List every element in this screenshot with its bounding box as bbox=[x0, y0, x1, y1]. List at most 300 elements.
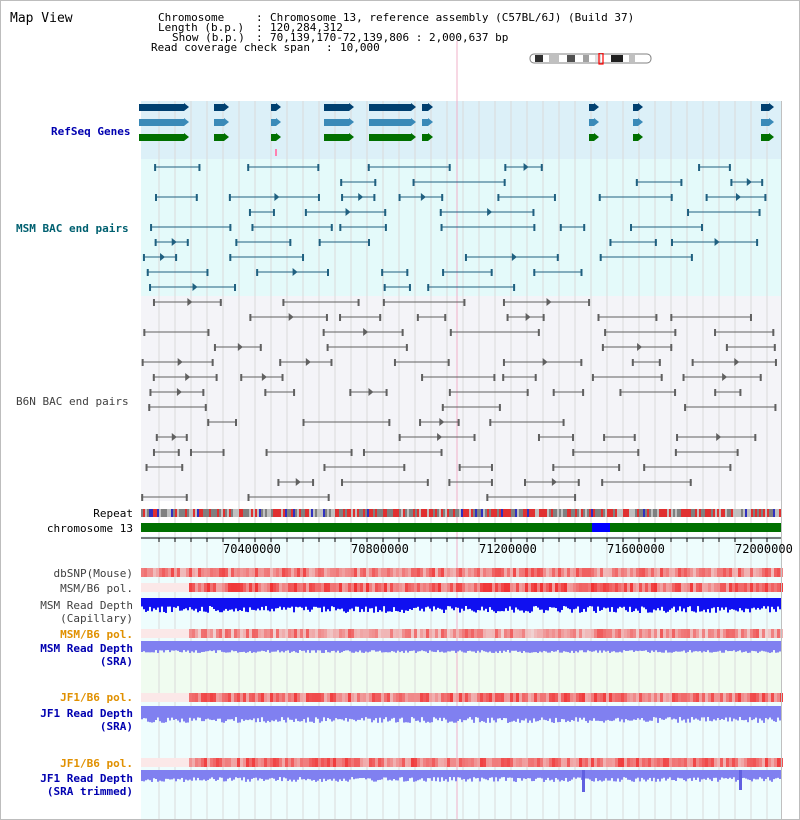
depth-bar bbox=[627, 598, 629, 612]
depth-bar bbox=[677, 641, 679, 652]
depth-bar bbox=[183, 706, 185, 721]
heat-cell bbox=[732, 758, 735, 767]
depth-bar bbox=[577, 598, 579, 606]
depth-bar bbox=[347, 598, 349, 612]
depth-bar bbox=[477, 598, 479, 610]
depth-bar bbox=[713, 770, 715, 778]
heat-cell bbox=[333, 568, 336, 577]
b6n-bac-label[interactable]: B6N BAC end pairs bbox=[16, 395, 129, 408]
depth-bar bbox=[345, 598, 347, 613]
depth-bar bbox=[401, 770, 403, 777]
bac-end bbox=[155, 239, 157, 246]
depth-bar bbox=[735, 770, 737, 782]
depth-bar bbox=[221, 598, 223, 612]
heat-cell bbox=[189, 758, 192, 767]
depth-bar bbox=[507, 598, 509, 611]
depth-bar bbox=[419, 706, 421, 722]
depth-bar bbox=[245, 706, 247, 720]
repeat-segment bbox=[305, 509, 307, 517]
heat-cell bbox=[630, 693, 633, 702]
depth-bar bbox=[623, 770, 625, 777]
depth-bar bbox=[141, 706, 143, 719]
bac-arrow bbox=[547, 298, 552, 306]
heat-cell bbox=[432, 693, 435, 702]
repeat-segment bbox=[679, 509, 681, 517]
depth-bar bbox=[263, 770, 265, 781]
depth-bar bbox=[453, 770, 455, 777]
depth-bar bbox=[429, 641, 431, 650]
repeat-segment bbox=[269, 509, 271, 517]
depth-bar bbox=[593, 770, 595, 782]
bac-end bbox=[553, 389, 555, 396]
heat-cell bbox=[354, 693, 357, 702]
heat-cell bbox=[405, 758, 408, 767]
depth-bar bbox=[611, 598, 613, 607]
jf1-read-depth-label[interactable]: JF1 Read Depth bbox=[40, 707, 133, 720]
heat-cell bbox=[585, 629, 588, 638]
repeat-segment bbox=[271, 509, 273, 517]
heat-cell bbox=[531, 693, 534, 702]
depth-bar bbox=[239, 706, 241, 722]
heat-cell bbox=[549, 693, 552, 702]
depth-bar bbox=[619, 706, 621, 721]
depth-bar bbox=[193, 641, 195, 652]
heat-cell bbox=[687, 583, 690, 592]
msm-read-depth-cap-label[interactable]: MSM Read Depth bbox=[40, 599, 133, 612]
heat-cell bbox=[285, 693, 288, 702]
depth-bar bbox=[539, 770, 541, 778]
heat-cell bbox=[612, 629, 615, 638]
heat-cell bbox=[765, 583, 768, 592]
heat-cell bbox=[435, 568, 438, 577]
heat-cell bbox=[630, 629, 633, 638]
repeat-segment bbox=[463, 509, 465, 517]
jf1-read-depth-trim-label[interactable]: JF1 Read Depth bbox=[40, 772, 133, 785]
depth-bar bbox=[699, 641, 701, 651]
repeat-segment bbox=[645, 509, 647, 517]
depth-bar bbox=[749, 598, 751, 612]
depth-bar bbox=[373, 706, 375, 720]
depth-bar bbox=[533, 598, 535, 606]
depth-bar bbox=[555, 598, 557, 608]
bac-end bbox=[186, 434, 188, 441]
heat-cell bbox=[258, 583, 261, 592]
heat-cell bbox=[546, 568, 549, 577]
heat-cell bbox=[408, 583, 411, 592]
depth-bar bbox=[633, 598, 635, 611]
heat-cell bbox=[210, 568, 213, 577]
bac-end bbox=[600, 254, 602, 261]
depth-bar bbox=[499, 706, 501, 718]
repeat-segment bbox=[705, 509, 707, 517]
depth-bar bbox=[677, 770, 679, 778]
repeat-segment bbox=[497, 509, 499, 517]
depth-bar bbox=[695, 641, 697, 651]
repeat-segment bbox=[259, 509, 261, 517]
depth-bar bbox=[281, 706, 283, 717]
depth-bar bbox=[165, 598, 167, 613]
heat-cell bbox=[237, 568, 240, 577]
heat-cell bbox=[219, 758, 222, 767]
heat-cell bbox=[618, 583, 621, 592]
heat-cell bbox=[489, 629, 492, 638]
depth-bar bbox=[569, 770, 571, 781]
heat-cell bbox=[519, 629, 522, 638]
depth-bar bbox=[335, 641, 337, 652]
heat-cell bbox=[369, 758, 372, 767]
heat-cell bbox=[237, 583, 240, 592]
depth-bar bbox=[517, 706, 519, 719]
depth-bar bbox=[757, 770, 759, 779]
depth-bar bbox=[771, 598, 773, 607]
repeat-segment bbox=[209, 509, 211, 517]
heat-cell bbox=[747, 629, 750, 638]
depth-bar bbox=[295, 641, 297, 652]
heat-cell bbox=[219, 583, 222, 592]
depth-bar bbox=[195, 706, 197, 720]
depth-bar bbox=[543, 770, 545, 782]
depth-bar bbox=[553, 770, 555, 782]
heat-cell bbox=[318, 693, 321, 702]
depth-bar bbox=[219, 598, 221, 612]
depth-bar bbox=[459, 706, 461, 719]
depth-bar bbox=[491, 598, 493, 610]
heat-cell bbox=[399, 583, 402, 592]
bac-end bbox=[427, 479, 429, 486]
repeat-segment bbox=[291, 509, 293, 517]
depth-bar bbox=[773, 706, 775, 721]
refseq-genes-label[interactable]: RefSeq Genes bbox=[51, 125, 131, 138]
depth-bar bbox=[377, 770, 379, 780]
heat-cell bbox=[231, 693, 234, 702]
heat-cell bbox=[213, 693, 216, 702]
heat-cell bbox=[330, 629, 333, 638]
heat-cell bbox=[735, 568, 738, 577]
depth-bar bbox=[391, 641, 393, 651]
heat-cell bbox=[732, 568, 735, 577]
heat-cell bbox=[549, 758, 552, 767]
depth-bar bbox=[765, 770, 767, 779]
depth-bar bbox=[169, 598, 171, 607]
gene-feature bbox=[271, 119, 276, 126]
dbsnp-label[interactable]: dbSNP(Mouse) bbox=[53, 567, 133, 580]
heat-cell bbox=[282, 693, 285, 702]
heat-cell bbox=[405, 693, 408, 702]
depth-bar bbox=[779, 706, 781, 720]
repeat-segment bbox=[261, 509, 263, 517]
repeat-segment bbox=[609, 509, 611, 517]
bac-end bbox=[543, 314, 545, 321]
heat-cell bbox=[666, 568, 669, 577]
repeat-segment bbox=[631, 509, 633, 517]
depth-bar bbox=[617, 706, 619, 718]
heat-cell bbox=[735, 693, 738, 702]
repeat-segment bbox=[561, 509, 563, 517]
depth-bar bbox=[709, 770, 711, 779]
depth-bar bbox=[397, 641, 399, 651]
chromosome-track-label[interactable]: chromosome 13 bbox=[46, 522, 133, 535]
repeat-segment bbox=[757, 509, 759, 517]
depth-bar bbox=[581, 706, 583, 720]
heat-cell bbox=[441, 758, 444, 767]
heat-cell bbox=[471, 629, 474, 638]
bac-end bbox=[196, 194, 198, 201]
bac-end bbox=[289, 239, 291, 246]
depth-bar bbox=[701, 770, 703, 779]
heat-cell bbox=[522, 583, 525, 592]
depth-bar bbox=[461, 598, 463, 609]
heat-cell bbox=[498, 583, 501, 592]
heat-cell bbox=[456, 629, 459, 638]
heat-cell bbox=[552, 583, 555, 592]
depth-bar bbox=[447, 706, 449, 723]
heat-cell bbox=[627, 568, 630, 577]
jf1-b6-pol-trim-label[interactable]: JF1/B6 pol. bbox=[60, 757, 133, 770]
bac-end bbox=[497, 194, 499, 201]
depth-bar bbox=[141, 641, 143, 652]
depth-bar bbox=[419, 641, 421, 651]
heat-cell bbox=[573, 758, 576, 767]
heat-cell bbox=[504, 758, 507, 767]
repeat-segment bbox=[731, 509, 733, 517]
heat-cell bbox=[768, 583, 771, 592]
gene-feature bbox=[271, 134, 276, 141]
repeat-segment bbox=[603, 509, 605, 517]
bac-arrow bbox=[543, 358, 548, 366]
bac-arrow bbox=[526, 313, 531, 321]
depth-bar bbox=[625, 641, 627, 651]
heat-cell bbox=[495, 629, 498, 638]
depth-bar bbox=[669, 641, 671, 652]
depth-bar bbox=[275, 706, 277, 720]
depth-bar bbox=[421, 598, 423, 609]
heat-cell bbox=[561, 758, 564, 767]
heat-cell bbox=[675, 693, 678, 702]
depth-bar bbox=[285, 706, 287, 722]
bac-end bbox=[229, 254, 231, 261]
heat-cell bbox=[192, 758, 195, 767]
heat-cell bbox=[633, 568, 636, 577]
repeat-segment bbox=[351, 509, 353, 517]
heat-cell bbox=[243, 758, 246, 767]
heat-cell bbox=[660, 583, 663, 592]
heat-cell bbox=[282, 568, 285, 577]
heat-cell bbox=[342, 583, 345, 592]
gene-arrow bbox=[184, 118, 189, 126]
heat-cell bbox=[387, 568, 390, 577]
heat-cell bbox=[279, 758, 282, 767]
depth-bar bbox=[163, 641, 165, 652]
msm-read-depth-sra-label[interactable]: MSM Read Depth bbox=[40, 642, 133, 655]
depth-bar bbox=[495, 706, 497, 722]
heat-cell bbox=[630, 568, 633, 577]
depth-bar bbox=[675, 770, 677, 781]
heat-cell bbox=[648, 629, 651, 638]
depth-bar bbox=[439, 598, 441, 609]
depth-bar bbox=[657, 641, 659, 652]
depth-bar bbox=[499, 641, 501, 651]
depth-bar bbox=[449, 706, 451, 722]
depth-bar bbox=[663, 706, 665, 720]
heat-cell bbox=[267, 758, 270, 767]
gene-arrow bbox=[638, 103, 643, 111]
depth-bar bbox=[731, 641, 733, 651]
heat-cell bbox=[363, 583, 366, 592]
heat-cell bbox=[684, 629, 687, 638]
depth-bar bbox=[317, 706, 319, 719]
repeat-segment bbox=[399, 509, 401, 517]
depth-bar bbox=[365, 598, 367, 607]
msm-b6-pol-sra-label[interactable]: MSM/B6 pol. bbox=[60, 628, 133, 641]
depth-bar bbox=[765, 706, 767, 718]
depth-bar bbox=[185, 641, 187, 652]
heat-cell bbox=[276, 693, 279, 702]
genome-browser-canvas[interactable] bbox=[1, 1, 799, 819]
bac-end bbox=[341, 194, 343, 201]
heat-cell bbox=[681, 568, 684, 577]
depth-bar bbox=[615, 770, 617, 781]
bac-end bbox=[406, 269, 408, 276]
depth-bar bbox=[481, 770, 483, 778]
heat-cell bbox=[486, 583, 489, 592]
heat-cell bbox=[297, 568, 300, 577]
depth-bar bbox=[161, 706, 163, 723]
depth-bar bbox=[247, 641, 249, 652]
depth-bar bbox=[697, 770, 699, 778]
depth-bar bbox=[167, 770, 169, 779]
repeat-segment bbox=[499, 509, 501, 517]
heat-cell bbox=[585, 758, 588, 767]
depth-bar bbox=[245, 598, 247, 612]
depth-bar bbox=[495, 598, 497, 613]
heat-cell bbox=[477, 693, 480, 702]
heat-cell bbox=[636, 568, 639, 577]
heat-cell bbox=[753, 568, 756, 577]
repeat-segment bbox=[735, 509, 737, 517]
repeat-segment bbox=[193, 509, 195, 517]
heat-cell bbox=[708, 758, 711, 767]
heat-cell bbox=[522, 693, 525, 702]
jf1-b6-pol-label[interactable]: JF1/B6 pol. bbox=[60, 691, 133, 704]
depth-bar bbox=[727, 641, 729, 651]
repeat-segment bbox=[283, 509, 285, 517]
depth-bar bbox=[729, 598, 731, 610]
depth-bar bbox=[443, 770, 445, 781]
heat-cell bbox=[726, 758, 729, 767]
depth-bar bbox=[713, 706, 715, 719]
heat-cell bbox=[723, 583, 726, 592]
depth-bar bbox=[585, 706, 587, 721]
depth-bar bbox=[413, 770, 415, 782]
heat-cell bbox=[606, 583, 609, 592]
heat-cell bbox=[657, 758, 660, 767]
depth-bar bbox=[337, 770, 339, 782]
repeat-segment bbox=[519, 509, 521, 517]
repeat-segment bbox=[593, 509, 595, 517]
depth-bar bbox=[525, 706, 527, 719]
heat-cell bbox=[363, 693, 366, 702]
depth-bar bbox=[547, 598, 549, 611]
depth-bar bbox=[227, 770, 229, 779]
bac-end bbox=[583, 224, 585, 231]
heat-cell bbox=[189, 583, 192, 592]
bac-end bbox=[394, 359, 396, 366]
depth-bar bbox=[157, 641, 159, 653]
heat-cell bbox=[192, 583, 195, 592]
depth-bar bbox=[555, 770, 557, 778]
repeat-label[interactable]: Repeat bbox=[93, 507, 133, 520]
depth-bar bbox=[351, 706, 353, 719]
depth-bar bbox=[411, 770, 413, 778]
heat-cell bbox=[219, 568, 222, 577]
heat-cell bbox=[207, 568, 210, 577]
heat-cell bbox=[624, 629, 627, 638]
heat-cell bbox=[303, 629, 306, 638]
heat-cell bbox=[513, 758, 516, 767]
heat-cell bbox=[555, 629, 558, 638]
depth-bar bbox=[675, 706, 677, 719]
bac-end bbox=[599, 194, 601, 201]
depth-bar bbox=[717, 770, 719, 782]
depth-bar bbox=[691, 641, 693, 652]
heat-cell bbox=[645, 629, 648, 638]
heat-cell bbox=[384, 758, 387, 767]
depth-bar bbox=[779, 641, 781, 651]
heat-cell bbox=[495, 758, 498, 767]
depth-bar bbox=[559, 706, 561, 722]
heat-cell bbox=[501, 583, 504, 592]
heat-cell bbox=[660, 568, 663, 577]
chromosome-highlight bbox=[592, 523, 610, 532]
heat-cell bbox=[204, 758, 207, 767]
depth-bar bbox=[719, 770, 721, 780]
repeat-segment bbox=[775, 509, 777, 517]
heat-cell bbox=[636, 629, 639, 638]
heat-cell bbox=[402, 758, 405, 767]
depth-bar bbox=[275, 598, 277, 608]
depth-bar bbox=[327, 641, 329, 652]
heat-cell bbox=[492, 583, 495, 592]
heat-cell bbox=[363, 568, 366, 577]
heat-cell bbox=[465, 568, 468, 577]
msm-b6-pol-label[interactable]: MSM/B6 pol. bbox=[60, 582, 133, 595]
depth-bar bbox=[663, 641, 665, 653]
heat-cell bbox=[465, 583, 468, 592]
depth-bar bbox=[295, 706, 297, 719]
heat-cell bbox=[720, 629, 723, 638]
depth-bar bbox=[159, 770, 161, 781]
bac-end bbox=[147, 269, 149, 276]
depth-bar bbox=[775, 770, 777, 778]
bac-end bbox=[618, 464, 620, 471]
msm-bac-label[interactable]: MSM BAC end pairs bbox=[16, 222, 129, 235]
heat-cell bbox=[324, 568, 327, 577]
depth-bar bbox=[383, 598, 385, 606]
bac-end bbox=[671, 194, 673, 201]
jf1-read-depth-trim-sub: (SRA trimmed) bbox=[46, 785, 133, 798]
repeat-segment bbox=[675, 509, 677, 517]
depth-bar bbox=[743, 598, 745, 612]
depth-bar bbox=[565, 706, 567, 722]
heat-cell bbox=[600, 629, 603, 638]
depth-bar bbox=[439, 770, 441, 782]
depth-bar bbox=[421, 641, 423, 650]
heat-cell bbox=[687, 568, 690, 577]
depth-bar bbox=[623, 598, 625, 607]
depth-bar bbox=[651, 770, 653, 781]
bac-end bbox=[154, 164, 156, 171]
depth-bar bbox=[197, 598, 199, 612]
